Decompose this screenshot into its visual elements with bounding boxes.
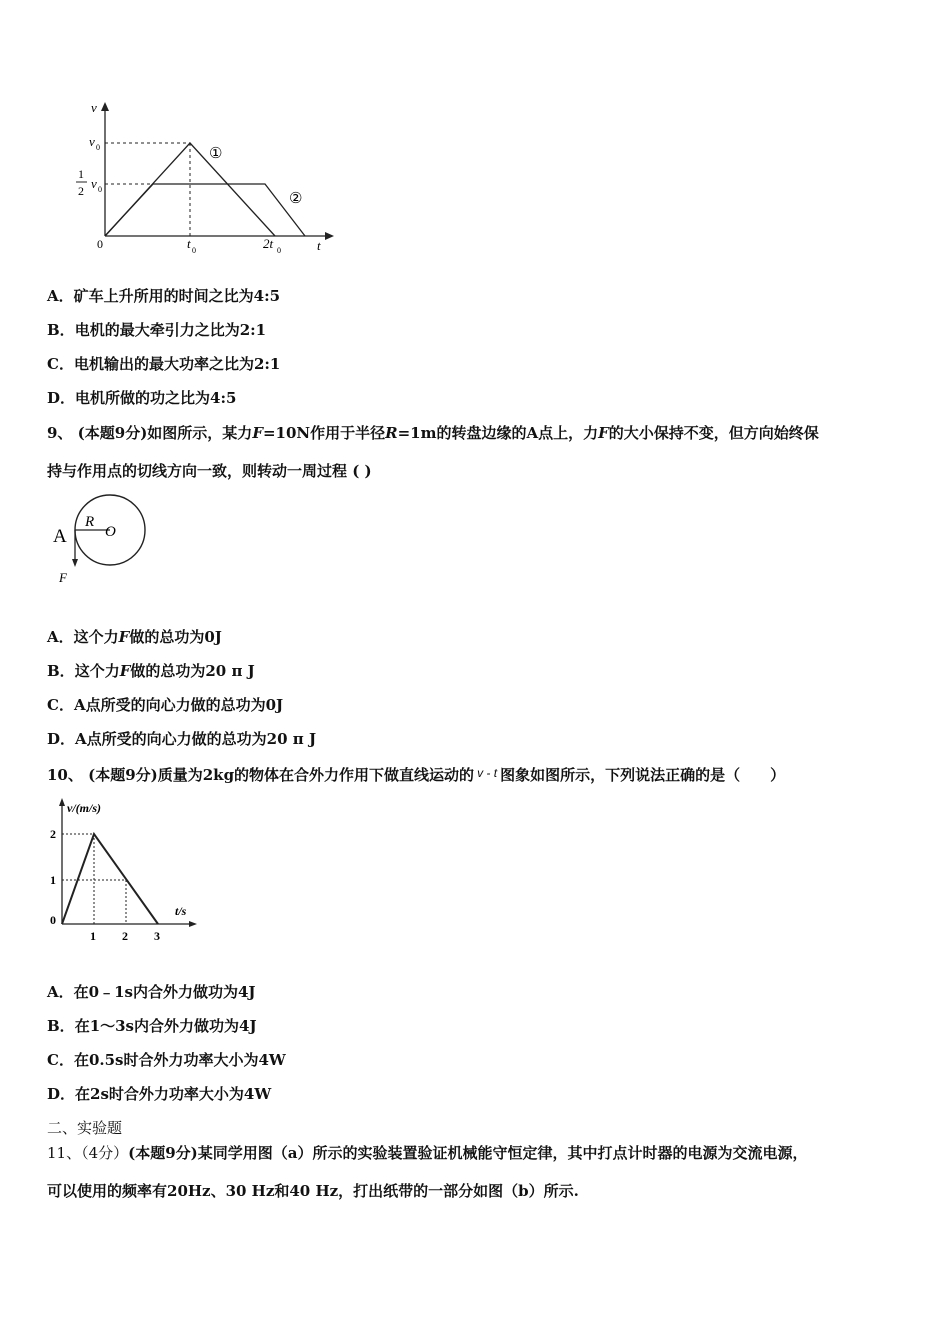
- option-text: 这个力: [73, 628, 119, 646]
- option-text: 电机输出的最大功率之比为2:1: [73, 355, 281, 373]
- curve-1-marker: ①: [209, 146, 223, 162]
- q9-option-d: [47, 729, 316, 749]
- option-letter: C．: [47, 355, 74, 373]
- y-axis-label: v/(m/s): [67, 801, 101, 815]
- stem-text: (本题9分)如图所示，某力: [77, 424, 253, 442]
- q10-option-a: [47, 982, 256, 1002]
- option-text: 在2s时合外力功率大小为4W: [75, 1085, 272, 1103]
- var-F: F: [252, 424, 263, 442]
- option-text: 电机的最大牵引力之比为2:1: [74, 321, 267, 339]
- option-letter: C．: [47, 696, 74, 714]
- stem-text: (本题9分)某同学用图（a）所示的实验装置验证机械能守恒定律，其中打点计时器的电源为交流电源，: [128, 1144, 808, 1162]
- question-number: 10、: [47, 766, 83, 784]
- q8-option-a: [47, 286, 280, 306]
- stem-text: 的大小保持不变，但方向始终保: [608, 424, 819, 442]
- score: （4分）: [81, 1144, 129, 1162]
- v0-label-sub: 0: [96, 143, 100, 152]
- option-text: 做的总功为0J: [129, 628, 222, 646]
- q9-option-b: [47, 661, 255, 681]
- var-F: F: [598, 424, 609, 442]
- var-R: R: [385, 424, 398, 442]
- x-tick-1: 1: [90, 929, 96, 943]
- vt-symbol: v - t: [477, 766, 498, 780]
- question-number: 9、: [47, 424, 73, 442]
- q10-option-c: [47, 1050, 286, 1070]
- q10-option-b: [47, 1016, 257, 1036]
- x-axis-label: t/s: [175, 904, 187, 918]
- radius-label: R: [85, 514, 95, 530]
- option-letter: D．: [47, 389, 76, 407]
- y-tick-1: 1: [50, 873, 56, 887]
- option-text: 在0﹣1s内合外力做功为4J: [73, 983, 256, 1001]
- question-number: 11、: [47, 1144, 82, 1162]
- half-denominator: 2: [78, 184, 84, 198]
- q9-option-c: [47, 695, 283, 715]
- force-label: F: [59, 570, 67, 585]
- option-letter: C．: [47, 1051, 74, 1069]
- force-arrow-head: [72, 559, 78, 567]
- origin-label: 0: [97, 237, 103, 251]
- center-label: O: [105, 524, 116, 540]
- option-text: A点所受的向心力做的总功为20 π J: [75, 730, 317, 748]
- stem-text: =1m的转盘边缘的A点上，力: [397, 424, 599, 442]
- y-axis-arrow: [59, 798, 65, 806]
- option-letter: B．: [47, 662, 75, 680]
- x-tick-3: 3: [154, 929, 160, 943]
- 2t0-tick-label-sub: 0: [277, 246, 281, 255]
- half-v0-label: v: [91, 176, 97, 191]
- section-title: 二、实验题: [47, 1119, 123, 1137]
- turntable-figure: [48, 490, 158, 590]
- x-tick-2: 2: [122, 929, 128, 943]
- q10-stem: [47, 763, 785, 785]
- half-v0-label-sub: 0: [98, 185, 102, 194]
- option-letter: A．: [47, 628, 74, 646]
- t0-tick-label: t: [187, 236, 191, 251]
- option-letter: A．: [47, 287, 74, 305]
- t0-tick-label-sub: 0: [192, 246, 196, 255]
- q9-stem-line-2: [47, 461, 372, 481]
- option-text: 在1～3s内合外力做功为4J: [74, 1017, 257, 1035]
- x-axis-arrow: [189, 921, 197, 927]
- x-axis-arrow: [325, 232, 334, 240]
- v0-label: v: [89, 134, 95, 149]
- y-tick-0: 0: [50, 913, 56, 927]
- y-axis-arrow: [101, 102, 109, 111]
- option-letter: A．: [47, 983, 74, 1001]
- var-F: F: [119, 662, 131, 680]
- vt-graph-two-curves: [45, 98, 345, 258]
- half-numerator: 1: [78, 167, 84, 181]
- 2t0-tick-label: 2t: [263, 236, 274, 251]
- option-text: 这个力: [74, 662, 120, 680]
- point-a-label: A: [53, 526, 67, 547]
- x-axis-label: t: [317, 238, 321, 253]
- var-F: F: [118, 628, 130, 646]
- option-text: 矿车上升所用的时间之比为4:5: [73, 287, 281, 305]
- option-text: 做的总功为20 π J: [130, 662, 255, 680]
- q9-option-a: [47, 627, 222, 647]
- option-text: 电机所做的功之比为4:5: [75, 389, 237, 407]
- y-tick-2: 2: [50, 827, 56, 841]
- y-axis-label: v: [91, 100, 97, 115]
- curve-2-line: [105, 184, 305, 236]
- q11-stem-line-2: [47, 1181, 579, 1201]
- option-text: 在0.5s时合外力功率大小为4W: [73, 1051, 286, 1069]
- q8-option-d: [47, 388, 236, 408]
- stem-text: 可以使用的频率有20Hz、30 Hz和40 Hz，打出纸带的一部分如图（b）所示.: [47, 1182, 579, 1200]
- stem-text: 图象如图所示，下列说法正确的是（ ）: [500, 766, 786, 784]
- option-text: A点所受的向心力做的总功为0J: [73, 696, 284, 714]
- vt-line: [62, 834, 158, 924]
- option-letter: B．: [47, 1017, 75, 1035]
- q8-option-b: [47, 320, 266, 340]
- q10-vt-graph: [45, 796, 205, 946]
- curve-2-marker: ②: [289, 191, 303, 207]
- q9-stem-line-1: [47, 423, 819, 443]
- option-letter: B．: [47, 321, 75, 339]
- option-letter: D．: [47, 1085, 76, 1103]
- q11-stem-line-1: [47, 1143, 808, 1163]
- stem-text: =10N作用于半径: [262, 424, 386, 442]
- stem-text: (本题9分)质量为2kg的物体在合外力作用下做直线运动的: [88, 766, 475, 784]
- q8-option-c: [47, 354, 280, 374]
- q10-option-d: [47, 1084, 271, 1104]
- stem-text: 持与作用点的切线方向一致，则转动一周过程 ( ): [47, 462, 372, 480]
- option-letter: D．: [47, 730, 76, 748]
